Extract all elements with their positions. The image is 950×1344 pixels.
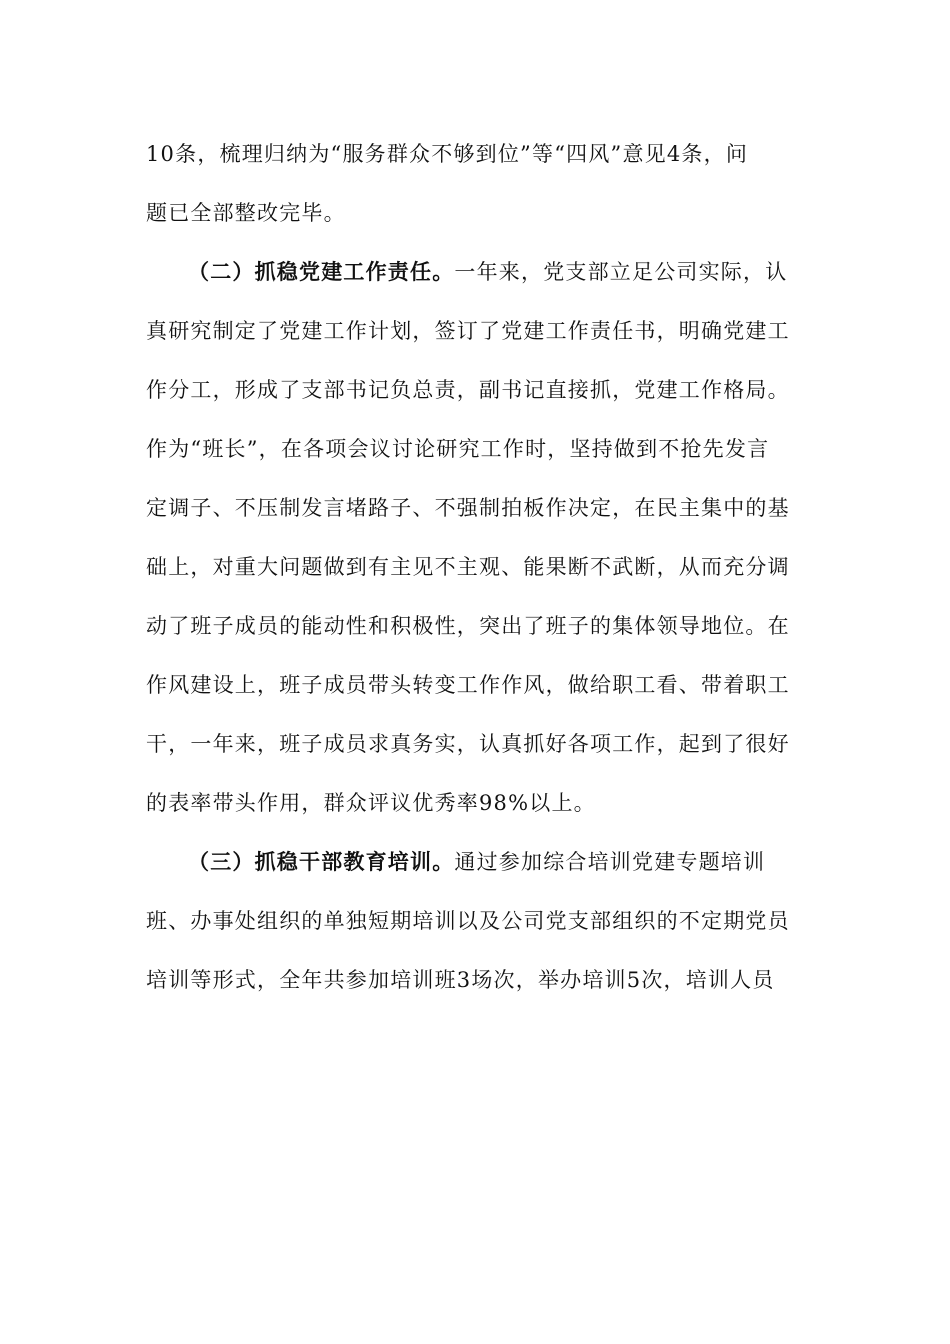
text-line: 础上，对重大问题做到有主见不主观、能果断不武断，从而充分调 [146,555,790,579]
text-line: 定调子、不压制发言堵路子、不强制拍板作决定，在民主集中的基 [146,496,790,520]
section-first-line-text: 一年来，党支部立足公司实际，认 [454,260,788,284]
text-line: 作风建设上，班子成员带头转变工作作风，做给职工看、带着职工 [146,673,790,697]
text-line: 干，一年来，班子成员求真务实，认真抓好各项工作，起到了很好 [146,732,790,756]
text-line: 作为“班长”，在各项会议讨论研究工作时，坚持做到不抢先发言 [146,437,770,461]
text-line: 真研究制定了党建工作计划，签订了党建工作责任书，明确党建工 [146,319,790,343]
text-line: 作分工，形成了支部书记负总责，副书记直接抓，党建工作格局。 [146,378,790,402]
text-line: 动了班子成员的能动性和积极性，突出了班子的集体领导地位。在 [146,614,790,638]
text-line: 的表率带头作用，群众评议优秀率98%以上。 [146,791,596,815]
text-line: 题已全部整改完毕。 [146,201,346,225]
section-first-line [146,833,796,892]
text-line: 培训等形式，全年共参加培训班3场次，举办培训5次，培训人员 [146,968,775,992]
section-first-line [146,243,796,302]
text-line: 10条，梳理归纳为“服务群众不够到位”等“四风”意见4条，问 [146,142,749,166]
document-body [146,125,796,1010]
section-heading: （三）抓稳干部教育培训。 [188,850,455,874]
section-first-line-text: 通过参加综合培训党建专题培训 [454,850,766,874]
section-heading: （二）抓稳党建工作责任。 [188,260,455,284]
text-line: 班、办事处组织的单独短期培训以及公司党支部组织的不定期党员 [146,909,790,933]
